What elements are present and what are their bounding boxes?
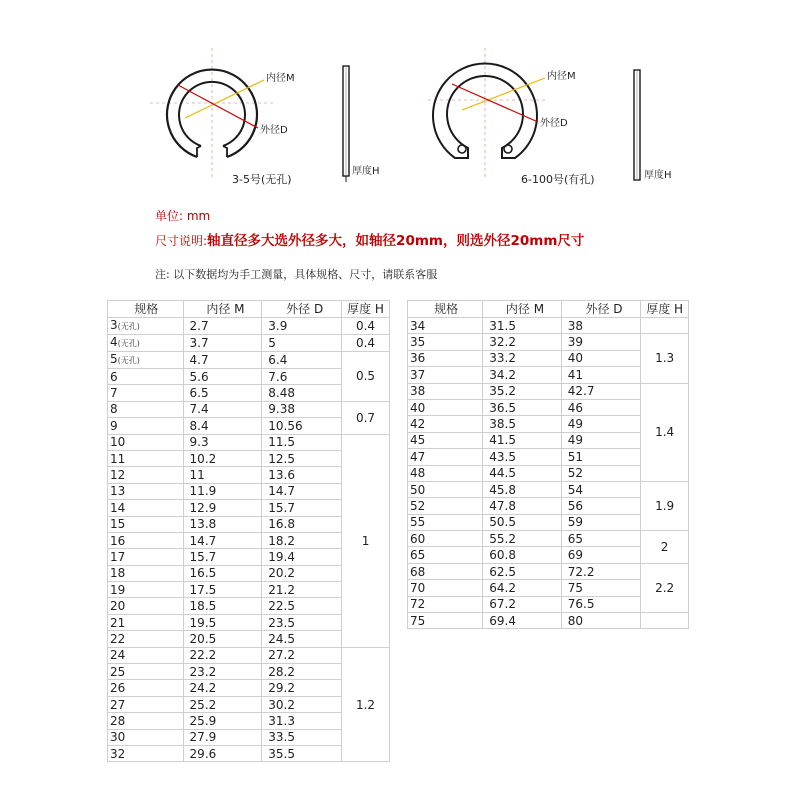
size-cell — [408, 432, 483, 448]
size-cell — [408, 580, 483, 596]
inner-diameter-cell: 36.5 — [483, 399, 561, 415]
header-outer-diameter: 外径 D — [561, 301, 641, 318]
size-cell — [108, 680, 184, 696]
inner-diameter-cell: 2.7 — [183, 318, 262, 335]
outer-diameter-cell: 29.2 — [262, 680, 342, 696]
outer-diameter-cell: 13.6 — [262, 467, 342, 483]
thickness-cell: 1.9 — [641, 481, 689, 530]
size-value: 8 — [110, 402, 118, 417]
size-value: 12 — [110, 468, 126, 483]
inner-diameter-cell: 69.4 — [483, 613, 561, 629]
inner-diameter-cell: 38.5 — [483, 416, 561, 432]
size-value: 55 — [410, 515, 426, 530]
size-cell — [408, 399, 483, 415]
size-cell — [108, 565, 184, 581]
outer-diameter-cell: 28.2 — [262, 664, 342, 680]
header-size: 规格 — [108, 301, 184, 318]
size-value: 19 — [110, 582, 126, 597]
size-value: 32 — [110, 746, 126, 761]
inner-diameter-cell: 25.9 — [183, 713, 262, 729]
size-cell — [408, 498, 483, 514]
size-cell — [108, 483, 184, 499]
inner-diameter-cell: 17.5 — [183, 582, 262, 598]
inner-diameter-cell: 25.2 — [183, 696, 262, 712]
size-cell — [108, 614, 184, 630]
size-cell — [408, 514, 483, 530]
table-row — [408, 334, 689, 350]
outer-diameter-cell: 31.3 — [262, 713, 342, 729]
size-value: 26 — [110, 681, 126, 696]
inner-diameter-cell: 32.2 — [483, 334, 561, 350]
inner-diameter-cell: 15.7 — [183, 549, 262, 565]
inner-diameter-cell: 10.2 — [183, 450, 262, 466]
size-value: 16 — [110, 533, 126, 548]
inner-diameter-cell: 12.9 — [183, 500, 262, 516]
size-value: 28 — [110, 713, 126, 728]
size-cell — [108, 532, 184, 548]
right-thickness-label: 厚度H — [644, 170, 672, 181]
size-cell — [408, 613, 483, 629]
header-inner-diameter: 内径 M — [183, 301, 262, 318]
thickness-cell: 0.7 — [342, 401, 390, 434]
inner-diameter-cell: 31.5 — [483, 318, 561, 334]
size-cell — [108, 450, 184, 466]
outer-diameter-cell: 42.7 — [561, 383, 641, 399]
inner-diameter-cell: 47.8 — [483, 498, 561, 514]
size-cell — [108, 696, 184, 712]
inner-diameter-cell: 43.5 — [483, 449, 561, 465]
inner-diameter-cell: 64.2 — [483, 580, 561, 596]
size-cell — [108, 598, 184, 614]
size-note-text: 轴直径多大选外径多大，如轴径20mm，则选外径20mm尺寸 — [207, 233, 585, 249]
table-header-row — [408, 301, 689, 318]
size-cell — [108, 385, 184, 401]
outer-diameter-cell: 52 — [561, 465, 641, 481]
inner-diameter-cell: 62.5 — [483, 563, 561, 579]
outer-diameter-cell: 76.5 — [561, 596, 641, 612]
table-row — [108, 352, 390, 369]
table-row — [408, 318, 689, 334]
inner-diameter-cell: 20.5 — [183, 631, 262, 647]
inner-diameter-cell: 55.2 — [483, 531, 561, 547]
size-value: 10 — [110, 435, 126, 450]
size-value: 4 — [110, 335, 118, 349]
outer-diameter-cell: 8.48 — [262, 385, 342, 401]
size-value: 45 — [410, 433, 426, 448]
size-cell — [408, 465, 483, 481]
size-cell — [108, 729, 184, 745]
size-value: 27 — [110, 697, 126, 712]
size-cell — [408, 367, 483, 383]
outer-diameter-cell: 80 — [561, 613, 641, 629]
size-value: 40 — [410, 400, 426, 415]
size-cell — [108, 318, 184, 335]
size-value: 21 — [110, 615, 126, 630]
outer-diameter-cell: 40 — [561, 350, 641, 366]
inner-diameter-cell: 19.5 — [183, 614, 262, 630]
table-row — [408, 481, 689, 497]
size-value: 52 — [410, 498, 426, 513]
size-value: 18 — [110, 566, 126, 581]
thickness-cell: 1 — [342, 434, 390, 647]
table-row — [408, 613, 689, 629]
thickness-cell: 1.2 — [342, 647, 390, 762]
inner-diameter-cell: 4.7 — [183, 352, 262, 369]
inner-diameter-cell: 33.2 — [483, 350, 561, 366]
size-value: 6 — [110, 369, 118, 384]
header-thickness: 厚度 H — [342, 301, 390, 318]
outer-diameter-cell: 6.4 — [262, 352, 342, 369]
size-value: 75 — [410, 613, 426, 628]
outer-diameter-cell: 30.2 — [262, 696, 342, 712]
size-value: 35 — [410, 335, 426, 350]
size-cell — [108, 369, 184, 385]
outer-diameter-cell: 12.5 — [262, 450, 342, 466]
outer-diameter-cell: 54 — [561, 481, 641, 497]
size-cell — [108, 401, 184, 417]
inner-diameter-cell: 8.4 — [183, 418, 262, 434]
right-inner-diameter-label: 内径M — [547, 71, 576, 82]
table-row — [108, 335, 390, 352]
size-value: 22 — [110, 631, 126, 646]
size-cell — [408, 350, 483, 366]
inner-diameter-cell: 45.8 — [483, 481, 561, 497]
size-value: 65 — [410, 548, 426, 563]
outer-diameter-cell: 27.2 — [262, 647, 342, 663]
size-cell — [108, 516, 184, 532]
size-cell — [408, 563, 483, 579]
inner-diameter-cell: 13.8 — [183, 516, 262, 532]
table-row — [408, 383, 689, 399]
inner-diameter-cell: 27.9 — [183, 729, 262, 745]
header-inner-diameter: 内径 M — [483, 301, 561, 318]
table-row — [108, 647, 390, 663]
outer-diameter-cell: 33.5 — [262, 729, 342, 745]
inner-diameter-cell: 44.5 — [483, 465, 561, 481]
table-row — [408, 531, 689, 547]
table-row — [108, 318, 390, 335]
outer-diameter-cell: 51 — [561, 449, 641, 465]
outer-diameter-cell: 14.7 — [262, 483, 342, 499]
header-thickness: 厚度 H — [641, 301, 689, 318]
size-cell — [408, 318, 483, 334]
size-value: 13 — [110, 484, 126, 499]
size-cell — [108, 434, 184, 450]
size-value: 47 — [410, 449, 426, 464]
size-cell — [108, 745, 184, 761]
inner-diameter-cell: 60.8 — [483, 547, 561, 563]
inner-diameter-cell: 5.6 — [183, 369, 262, 385]
inner-diameter-cell: 50.5 — [483, 514, 561, 530]
thickness-cell: 0.4 — [342, 318, 390, 335]
size-value: 36 — [410, 351, 426, 366]
no-hole-flag: (无孔) — [117, 339, 140, 348]
outer-diameter-cell: 75 — [561, 580, 641, 596]
size-value: 60 — [410, 531, 426, 546]
size-note — [155, 229, 584, 249]
right-outer-diameter-label: 外径D — [540, 118, 568, 129]
outer-diameter-cell: 59 — [561, 514, 641, 530]
inner-diameter-cell: 24.2 — [183, 680, 262, 696]
table-header-row — [108, 301, 390, 318]
outer-diameter-cell: 9.38 — [262, 401, 342, 417]
size-cell — [108, 631, 184, 647]
size-value: 17 — [110, 549, 126, 564]
outer-diameter-cell: 3.9 — [262, 318, 342, 335]
outer-diameter-cell: 49 — [561, 432, 641, 448]
size-cell — [408, 481, 483, 497]
inner-diameter-cell: 11 — [183, 467, 262, 483]
inner-diameter-cell: 18.5 — [183, 598, 262, 614]
size-value: 24 — [110, 648, 126, 663]
size-value: 70 — [410, 580, 426, 595]
thickness-cell: 0.4 — [342, 335, 390, 352]
left-inner-diameter-label: 内径M — [266, 73, 295, 84]
outer-diameter-cell: 46 — [561, 399, 641, 415]
inner-diameter-cell: 23.2 — [183, 664, 262, 680]
unit-note: 单位: mm — [155, 209, 211, 223]
size-value: 38 — [410, 384, 426, 399]
size-value: 3 — [110, 318, 118, 332]
outer-diameter-cell: 10.56 — [262, 418, 342, 434]
outer-diameter-cell: 38 — [561, 318, 641, 334]
size-value: 25 — [110, 664, 126, 679]
size-cell — [408, 449, 483, 465]
outer-diameter-cell: 41 — [561, 367, 641, 383]
size-value: 50 — [410, 482, 426, 497]
size-value: 48 — [410, 466, 426, 481]
left-thickness-label: 厚度H — [352, 166, 380, 177]
left-outer-diameter-label: 外径D — [260, 125, 288, 136]
outer-diameter-cell: 35.5 — [262, 745, 342, 761]
inner-diameter-cell: 22.2 — [183, 647, 262, 663]
size-value: 5 — [110, 352, 118, 366]
inner-diameter-cell: 6.5 — [183, 385, 262, 401]
outer-diameter-cell: 20.2 — [262, 565, 342, 581]
spec-table-right — [407, 300, 689, 629]
size-value: 7 — [110, 386, 118, 401]
outer-diameter-cell: 11.5 — [262, 434, 342, 450]
size-cell — [108, 418, 184, 434]
ring-diagrams — [0, 0, 800, 200]
size-value: 30 — [110, 730, 126, 745]
outer-diameter-cell: 65 — [561, 531, 641, 547]
thickness-cell — [641, 613, 689, 629]
no-hole-flag: (无孔) — [117, 322, 140, 331]
size-value: 37 — [410, 367, 426, 382]
right-diagram-caption: 6-100号(有孔) — [521, 173, 595, 186]
table-row — [108, 401, 390, 417]
size-cell — [108, 467, 184, 483]
thickness-cell — [641, 318, 689, 334]
inner-diameter-cell: 11.9 — [183, 483, 262, 499]
size-cell — [408, 547, 483, 563]
size-cell — [108, 713, 184, 729]
size-cell — [108, 664, 184, 680]
inner-diameter-cell: 3.7 — [183, 335, 262, 352]
inner-diameter-cell: 9.3 — [183, 434, 262, 450]
outer-diameter-cell: 49 — [561, 416, 641, 432]
table-row — [408, 563, 689, 579]
inner-diameter-cell: 29.6 — [183, 745, 262, 761]
outer-diameter-cell: 5 — [262, 335, 342, 352]
outer-diameter-cell: 21.2 — [262, 582, 342, 598]
size-cell — [408, 334, 483, 350]
header-size: 规格 — [408, 301, 483, 318]
inner-diameter-cell: 67.2 — [483, 596, 561, 612]
size-cell — [108, 549, 184, 565]
outer-diameter-cell: 23.5 — [262, 614, 342, 630]
inner-diameter-cell: 14.7 — [183, 532, 262, 548]
outer-diameter-cell: 22.5 — [262, 598, 342, 614]
size-cell — [408, 596, 483, 612]
size-note-prefix: 尺寸说明: — [155, 234, 208, 248]
size-cell — [408, 416, 483, 432]
inner-diameter-cell: 7.4 — [183, 401, 262, 417]
outer-diameter-cell: 7.6 — [262, 369, 342, 385]
header-outer-diameter: 外径 D — [262, 301, 342, 318]
thickness-cell: 0.5 — [342, 352, 390, 402]
outer-diameter-cell: 15.7 — [262, 500, 342, 516]
size-cell — [108, 352, 184, 369]
size-cell — [408, 531, 483, 547]
thickness-cell: 1.3 — [641, 334, 689, 383]
outer-diameter-cell: 56 — [561, 498, 641, 514]
size-value: 34 — [410, 318, 426, 333]
size-value: 68 — [410, 564, 426, 579]
right-ring-diagram — [428, 48, 672, 186]
size-value: 14 — [110, 500, 126, 515]
outer-diameter-cell: 24.5 — [262, 631, 342, 647]
inner-diameter-cell: 16.5 — [183, 565, 262, 581]
outer-diameter-cell: 18.2 — [262, 532, 342, 548]
size-value: 11 — [110, 451, 126, 466]
thickness-cell: 1.4 — [641, 383, 689, 481]
size-cell — [108, 500, 184, 516]
size-value: 9 — [110, 418, 118, 433]
size-value: 72 — [410, 597, 426, 612]
outer-diameter-cell: 16.8 — [262, 516, 342, 532]
thickness-cell: 2.2 — [641, 563, 689, 612]
left-diagram-caption: 3-5号(无孔) — [232, 173, 292, 186]
thickness-cell: 2 — [641, 531, 689, 564]
size-cell — [108, 647, 184, 663]
inner-diameter-cell: 35.2 — [483, 383, 561, 399]
size-value: 20 — [110, 599, 126, 614]
size-value: 15 — [110, 517, 126, 532]
size-value: 42 — [410, 417, 426, 432]
size-cell — [108, 582, 184, 598]
size-cell — [108, 335, 184, 352]
inner-diameter-cell: 41.5 — [483, 432, 561, 448]
outer-diameter-cell: 69 — [561, 547, 641, 563]
outer-diameter-cell: 72.2 — [561, 563, 641, 579]
table-row — [108, 434, 390, 450]
outer-diameter-cell: 19.4 — [262, 549, 342, 565]
left-ring-diagram — [150, 48, 380, 186]
no-hole-flag: (无孔) — [117, 356, 140, 365]
size-cell — [408, 383, 483, 399]
spec-table-left — [107, 300, 390, 762]
inner-diameter-cell: 34.2 — [483, 367, 561, 383]
measurement-note: 注: 以下数据均为手工测量，具体规格、尺寸，请联系客服 — [155, 268, 438, 281]
outer-diameter-cell: 39 — [561, 334, 641, 350]
